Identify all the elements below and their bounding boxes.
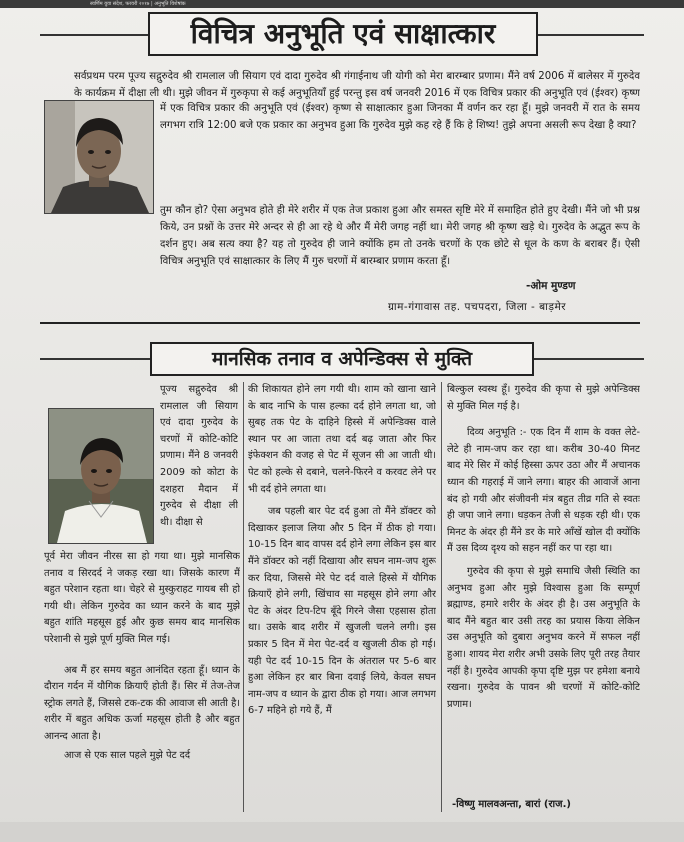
bottom-edge — [0, 822, 684, 842]
article2-author-photo — [48, 408, 154, 544]
article2-author: -विष्णु मालवअन्ता, बारां (राज.) — [452, 799, 571, 810]
article2-col3-para3: गुरुदेव की कृपा से मुझे समाधि जैसी स्थिति का अनुभव हुआ और मुझे विश्वास हुआ कि सम्पूर्ण ब्रह्माण्ड, हमारे शरीर के अंदर ही है। उस अनुभूति के बाद मैंने बहुत बार उसी तरह का प्रयास किया लेकिन उस अनुभूति को दुबारा अनुभव करने में सफल नहीं हुआ। शायद मेरा शरीर अभी उसके लिए पूरी तरह तैयार नहीं है। गुरुदेव आपकी कृपा दृष्टि मुझ पर हमेशा बनाये रखना। गुरुदेव के पावन श्री चरणों में कोटि-कोटि प्रणाम। — [447, 565, 640, 710]
headline-rule-left — [40, 34, 148, 36]
article2-col1-beside-photo — [160, 382, 238, 548]
article1-intro-beside-photo — [160, 100, 640, 200]
article2-col2 — [248, 382, 436, 814]
article2-col1 — [44, 549, 240, 817]
article2-col3-para2: दिव्य अनुभूति :- एक दिन मैं शाम के वक्त लेटे-लेटे ही नाम-जप कर रहा था। करीब 30-40 मिनट बाद मेरे सिर में कोई हिस्सा ऊपर उठा और मैं अचानक ध्यान की गहराई में जाने लगा। बाहर की आवाजें आना बंद हो गयी और संजीवनी मंत्र बहुत तीव्र गति से स्वतः ही जपा जाने लगा। धड़कन तेजी से धड़क रही थी। एक मिनट के अंदर ही मैंने डर के मारे आँखें खोल दी क्योंकि मैं उस दिव्य दृश्य को सहन नहीं कर पा रहा था। — [447, 427, 640, 555]
portrait-illustration-2 — [49, 409, 153, 543]
article1-intro-top — [74, 68, 640, 102]
section-separator — [40, 322, 640, 324]
article2-col2-para1: की शिकायत होने लग गयी थी। शाम को खाना खाने के बाद नाभि के पास हल्का दर्द होने लगता था, जो सुबह तक पेट के दाहिने हिस्से में अपेन्डिक्स वाले स्थान पर आ जाता तथा दर्द बढ़ जाता और फिर इंफेक्शन की वजह से पेट में सूजन सी आ जाती थी। पेट को हल्के से दबाने, चलने-फिरने व करवट लेने पर भी दर्द होने लगता था। — [248, 384, 436, 495]
article2-col2-para2: जब पहली बार पेट दर्द हुआ तो मैंने डॉक्टर को दिखाकर इलाज लिया और 5 दिन में ठीक हो गया। 10-15 दिन बाद वापस दर्द होने लगा लेकिन इस बार मैंने डॉक्टर को नहीं दिखाया और सघन नाम-जप शुरू कर दिया, जिससे मेरे पेट दर्द वाले हिस्से में यौगिक क्रियाएँ होने लगी, खिंचाव सा महसूस होने लगा और पेट के अंदर टिप-टिप बूँदे गिरने जैसा एहसास होता था। उसके बाद शरीर में खुजली चलने लगी। इस प्रकार 5 दिन में मेरा पेट-दर्द व खुजली ठीक हो गई। यही पेट दर्द 10-15 दिन के अंतराल पर 5-6 बार हुआ लेकिन हर बार बिना दवाई लिये, केवल सघन नाम-जप व ध्यान के द्वारा ठीक हो गया। आज लगभग 6-7 महिने हो गये हैं, मैं — [248, 506, 436, 717]
article2-col1-para2: अब मैं हर समय बहुत आनंदित रहता हूँ। ध्यान के दौरान गर्दन में यौगिक क्रियाएँ होती हैं। सिर में तेज-तेज स्ट्रोक लगते हैं, जिससे टक-टक की आवाज सी आती है। शरीर में बहुत अधिक ऊर्जा महसूस होती है और बहुत आनन्द आता है। — [44, 664, 240, 742]
headline2-rule-left — [40, 358, 150, 360]
column-rule-1 — [243, 382, 244, 812]
article1-body-text: तुम कौन हो? ऐसा अनुभव होते ही मेरे शरीर में एक तेज प्रकाश हुआ और समस्त सृष्टि मेरे में समाहित होते हुए देखी। मैंने जो भी प्रश्न किये, उन प्रश्नों के उत्तर मेरे अन्दर से ही आ रहे थे और मैं मेरी जगह नहीं था। मेरी जगह श्री कृष्ण खड़े थे। गुरुदेव के अद्भुत रूप के दर्शन हुए। अब सत्य क्या है? यह तो गुरुदेव ही जाने क्योंकि हम तो उनके चरणों के एक छोटे से धूल के कण के बराबर हैं। ऐसी विचित्र अनुभूति एवं साक्षात्कार के लिए मैं गुरु चरणों में बारम्बार प्रणाम करता हूँ। — [160, 205, 640, 267]
masthead-strip: स्वर्णिम युवा संदेश, फरवरी २०१७ | अनुभूति विशेषांक — [0, 0, 684, 8]
portrait-illustration — [45, 101, 153, 213]
article2-col3 — [447, 382, 640, 792]
headline2-rule-right — [534, 358, 644, 360]
article1-title: विचित्र अनुभूति एवं साक्षात्कार — [148, 12, 538, 56]
article2-col1-para3: आज से एक साल पहले मुझे पेट दर्द — [64, 749, 191, 761]
article1-intro-text: सर्वप्रथम परम पूज्य सद्गुरुदेव श्री रामलाल जी सियाग एवं दादा गुरुदेव श्री गंगाईनाथ जी योगी को मेरा बारम्बार प्रणाम। मैंने वर्ष 2006 में बालेसर में गुरुदेव के कार्यक्रम में दीक्षा ली थी। मुझे जीवन में गुरुकृपा से कई अनुभूतियाँ हुई परन्तु इस वर्ष जनवरी 2016 में एक विचित्र प्रकार की अनुभूति एवं (ईश्वर) कृष्ण — [74, 71, 640, 99]
article2-col3-para1: बिल्कुल स्वस्थ हूँ। गुरुदेव की कृपा से मुझे अपेन्डिक्स से मुक्ति मिल गई है। — [447, 384, 640, 412]
article2-title: मानसिक तनाव व अपेन्डिक्स से मुक्ति — [150, 342, 534, 376]
column-rule-2 — [441, 382, 442, 812]
article2-col1-intro: पूज्य सद्गुरुदेव श्री रामलाल जी सियाग एवं दादा गुरुदेव के चरणों में कोटि-कोटि प्रणाम। मैंने 8 जनवरी 2009 को कोटा के दशहरा मैदान में गुरुदेव से दीक्षा ली थी। दीक्षा से — [160, 384, 238, 528]
article1-address: ग्राम-गंगावास तह. पचपदरा, जिला - बाड़मेर — [388, 301, 567, 313]
article1-author-photo — [44, 100, 154, 214]
article2-col1-text: पूर्व मेरा जीवन नीरस सा हो गया था। मुझे मानसिक तनाव व सिरदर्द ने जकड़ रखा था। जिसके कारण मैं बहुत परेशान रहता था। चेहरे से मुस्कुराहट गायब सी हो गयी थी। लेकिन गुरुदेव का ध्यान करने के बाद मुझे बहुत शांति महसूस हुई और कुछ समय बाद मानसिक परेशानी से मुझे पूर्ण मुक्ति मिल गई। — [44, 551, 240, 645]
article1-author: -ओम मुण्डण — [526, 280, 576, 292]
article1-intro-continued: में एक विचित्र प्रकार की अनुभूति एवं (ईश्वर) कृष्ण से साक्षात्कार हुआ जिनका मैं वर्णन कर रहा हूँ। मुझे जनवरी में रात के समय लगभग रात्रि 12:00 बजे एक प्रकार का अनुभव हुआ कि गुरुदेव मुझे कह रहे हैं कि हे शिष्य! तुझे अपना असली रूप देखा है क्या? — [160, 103, 640, 131]
headline-rule-right — [538, 34, 644, 36]
